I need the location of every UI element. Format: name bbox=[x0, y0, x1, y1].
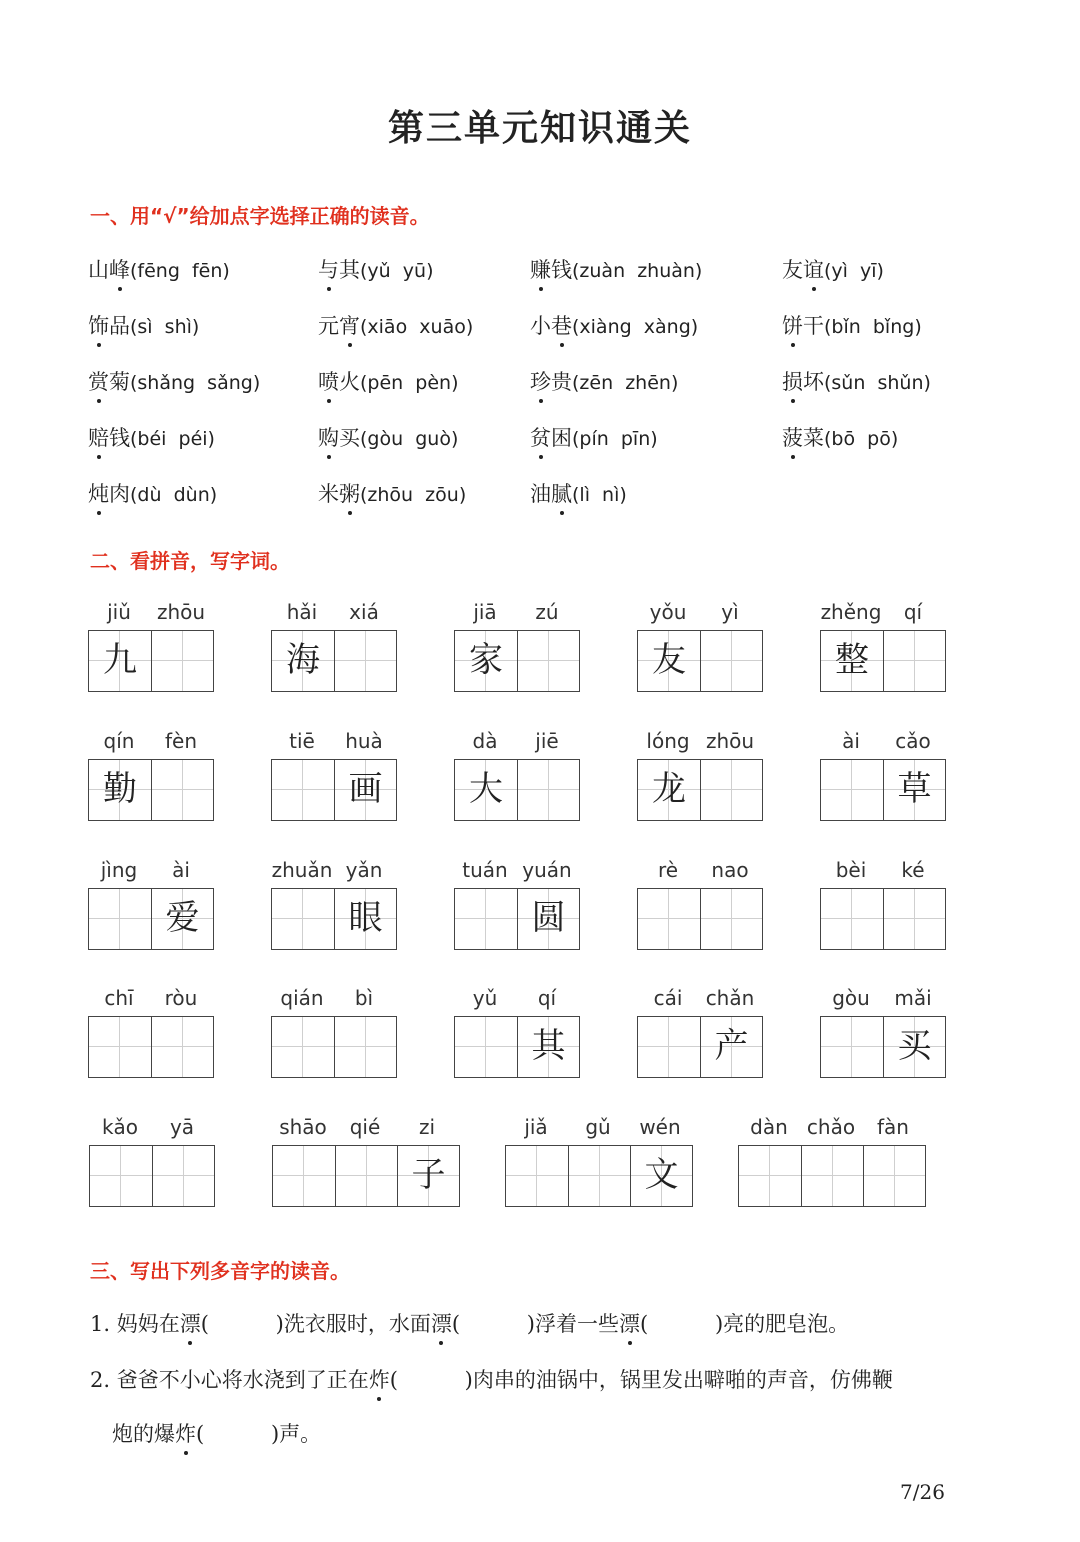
choice-item: 珍贵(zēn zhēn) bbox=[530, 366, 678, 396]
tianzi-cell[interactable] bbox=[151, 631, 213, 691]
writing-box[interactable] bbox=[88, 1016, 214, 1078]
choice-item: 饰品(sì shì) bbox=[88, 310, 199, 340]
pinyin-label: yǔ bbox=[472, 986, 498, 1010]
sentence-line: 炮的爆炸( )声。 bbox=[112, 1418, 321, 1448]
dotted-char: 与 bbox=[318, 254, 339, 284]
choice-item: 损坏(sǔn shǔn) bbox=[782, 366, 931, 396]
choice-item: 购买(gòu guò) bbox=[318, 422, 458, 452]
tianzi-cell[interactable] bbox=[801, 1146, 863, 1206]
writing-box[interactable] bbox=[271, 888, 397, 950]
dotted-char: 炸 bbox=[369, 1364, 390, 1394]
pinyin-label: tiē bbox=[289, 729, 315, 753]
dotted-char: 饼 bbox=[782, 310, 803, 340]
tianzi-cell[interactable] bbox=[517, 631, 579, 691]
tianzi-cell[interactable]: 爱 bbox=[151, 889, 213, 949]
pinyin-label: bì bbox=[354, 986, 374, 1010]
tianzi-cell[interactable]: 友 bbox=[638, 631, 700, 691]
tianzi-cell[interactable] bbox=[739, 1146, 801, 1206]
pinyin-label: rè bbox=[657, 858, 679, 882]
pinyin-label: gòu bbox=[832, 986, 870, 1010]
pinyin-label: zú bbox=[535, 600, 559, 624]
pinyin-label: jiǎ bbox=[524, 1115, 548, 1139]
pinyin-label: ké bbox=[901, 858, 925, 882]
pinyin-label: qié bbox=[349, 1115, 381, 1139]
dotted-char: 漂 bbox=[431, 1308, 452, 1338]
tianzi-cell[interactable] bbox=[863, 1146, 925, 1206]
tianzi-cell[interactable] bbox=[455, 889, 517, 949]
dotted-char: 菠 bbox=[782, 422, 803, 452]
tianzi-cell[interactable]: 大 bbox=[455, 760, 517, 820]
pinyin-label: jìng bbox=[100, 858, 138, 882]
choice-item: 元宵(xiāo xuāo) bbox=[318, 310, 473, 340]
dotted-char: 粥 bbox=[339, 478, 360, 508]
dotted-char: 漂 bbox=[180, 1308, 201, 1338]
dotted-char: 赏 bbox=[88, 366, 109, 396]
writing-box[interactable] bbox=[637, 1016, 763, 1078]
choice-item: 饼干(bǐn bǐng) bbox=[782, 310, 922, 340]
writing-box[interactable] bbox=[88, 630, 214, 692]
tianzi-cell[interactable] bbox=[568, 1146, 630, 1206]
tianzi-cell[interactable] bbox=[455, 1017, 517, 1077]
tianzi-cell[interactable]: 整 bbox=[821, 631, 883, 691]
section-2-heading: 二、看拼音，写字词。 bbox=[90, 549, 290, 573]
writing-box[interactable] bbox=[454, 759, 580, 821]
pinyin-label: qín bbox=[103, 729, 135, 753]
pinyin-label: yuán bbox=[522, 858, 572, 882]
pinyin-label: fèn bbox=[164, 729, 198, 753]
tianzi-cell[interactable]: 龙 bbox=[638, 760, 700, 820]
writing-box[interactable] bbox=[271, 759, 397, 821]
writing-box[interactable] bbox=[454, 630, 580, 692]
tianzi-cell[interactable]: 子 bbox=[397, 1146, 459, 1206]
writing-box[interactable] bbox=[88, 888, 214, 950]
pinyin-label: ài bbox=[172, 858, 190, 882]
pinyin-label: qí bbox=[537, 986, 557, 1010]
choice-item: 山峰(fēng fēn) bbox=[88, 254, 230, 284]
pinyin-label: tuán bbox=[462, 858, 508, 882]
pinyin-label: jiǔ bbox=[107, 600, 131, 624]
choice-item: 赏菊(shǎng sǎng) bbox=[88, 366, 260, 396]
pinyin-label: cǎo bbox=[895, 729, 931, 753]
tianzi-cell[interactable] bbox=[90, 1146, 152, 1206]
writing-box[interactable] bbox=[820, 888, 946, 950]
tianzi-cell[interactable] bbox=[883, 631, 945, 691]
pinyin-label: hǎi bbox=[286, 600, 318, 624]
writing-box[interactable] bbox=[820, 759, 946, 821]
tianzi-cell[interactable]: 画 bbox=[334, 760, 396, 820]
pinyin-label: kǎo bbox=[101, 1115, 139, 1139]
writing-box[interactable] bbox=[637, 630, 763, 692]
tianzi-cell[interactable] bbox=[152, 1146, 214, 1206]
pinyin-label: yǎn bbox=[345, 858, 383, 882]
pinyin-label: zhěng bbox=[820, 600, 882, 624]
pinyin-label: dà bbox=[472, 729, 498, 753]
choice-item: 菠菜(bō pō) bbox=[782, 422, 898, 452]
pinyin-label: yǒu bbox=[649, 600, 687, 624]
tianzi-cell[interactable] bbox=[638, 1017, 700, 1077]
writing-box[interactable] bbox=[738, 1145, 926, 1207]
tianzi-cell[interactable] bbox=[334, 1017, 396, 1077]
page-number: 7/26 bbox=[900, 1480, 945, 1504]
tianzi-cell[interactable] bbox=[151, 1017, 213, 1077]
pinyin-label: chǎn bbox=[705, 986, 755, 1010]
writing-box[interactable] bbox=[454, 888, 580, 950]
tianzi-cell[interactable]: 买 bbox=[883, 1017, 945, 1077]
dotted-char: 炸 bbox=[175, 1418, 196, 1448]
dotted-char: 喷 bbox=[318, 366, 339, 396]
pinyin-label: huà bbox=[345, 729, 383, 753]
writing-box[interactable] bbox=[271, 630, 397, 692]
dotted-char: 峰 bbox=[109, 254, 130, 284]
tianzi-cell[interactable] bbox=[272, 889, 334, 949]
sentence-line: 1. 妈妈在漂( )洗衣服时，水面漂( )浮着一些漂( )亮的肥皂泡。 bbox=[90, 1308, 849, 1338]
tianzi-cell[interactable] bbox=[272, 1017, 334, 1077]
writing-box[interactable] bbox=[820, 1016, 946, 1078]
tianzi-cell[interactable] bbox=[700, 889, 762, 949]
dotted-char: 炖 bbox=[88, 478, 109, 508]
pinyin-label: fàn bbox=[877, 1115, 909, 1139]
tianzi-cell[interactable] bbox=[883, 889, 945, 949]
writing-box[interactable] bbox=[89, 1145, 215, 1207]
pinyin-label: gǔ bbox=[585, 1115, 611, 1139]
tianzi-cell[interactable]: 圆 bbox=[517, 889, 579, 949]
pinyin-label: yā bbox=[169, 1115, 195, 1139]
dotted-char: 宵 bbox=[339, 310, 360, 340]
pinyin-label: bèi bbox=[835, 858, 867, 882]
tianzi-cell[interactable] bbox=[151, 760, 213, 820]
dotted-char: 赚 bbox=[530, 254, 551, 284]
tianzi-cell[interactable] bbox=[89, 889, 151, 949]
choice-item: 炖肉(dù dùn) bbox=[88, 478, 217, 508]
choice-item: 米粥(zhōu zōu) bbox=[318, 478, 466, 508]
pinyin-label: chǎo bbox=[806, 1115, 856, 1139]
choice-item: 赚钱(zuàn zhuàn) bbox=[530, 254, 702, 284]
page-title: 第三单元知识通关 bbox=[387, 107, 692, 149]
dotted-char: 购 bbox=[318, 422, 339, 452]
pinyin-label: ài bbox=[842, 729, 860, 753]
tianzi-cell[interactable]: 其 bbox=[517, 1017, 579, 1077]
tianzi-cell[interactable] bbox=[335, 1146, 397, 1206]
dotted-char: 漂 bbox=[619, 1308, 640, 1338]
tianzi-cell[interactable]: 勤 bbox=[89, 760, 151, 820]
tianzi-cell[interactable]: 家 bbox=[455, 631, 517, 691]
pinyin-label: qí bbox=[903, 600, 923, 624]
section-1-heading: 一、用“√”给加点字选择正确的读音。 bbox=[90, 204, 430, 228]
tianzi-cell[interactable]: 草 bbox=[883, 760, 945, 820]
choice-item: 与其(yǔ yū) bbox=[318, 254, 433, 284]
choice-item: 喷火(pēn pèn) bbox=[318, 366, 459, 396]
pinyin-label: yì bbox=[721, 600, 739, 624]
dotted-char: 赔 bbox=[88, 422, 109, 452]
section-3-heading: 三、写出下列多音字的读音。 bbox=[90, 1259, 350, 1283]
tianzi-cell[interactable] bbox=[334, 631, 396, 691]
tianzi-cell[interactable] bbox=[821, 1017, 883, 1077]
sentence-line: 2. 爸爸不小心将水浇到了正在炸( )肉串的油锅中，锅里发出噼啪的声音，仿佛鞭 bbox=[90, 1364, 893, 1394]
tianzi-cell[interactable] bbox=[517, 760, 579, 820]
tianzi-cell[interactable] bbox=[638, 889, 700, 949]
choice-item: 小巷(xiàng xàng) bbox=[530, 310, 698, 340]
writing-box[interactable] bbox=[88, 759, 214, 821]
tianzi-cell[interactable] bbox=[272, 760, 334, 820]
pinyin-label: qián bbox=[280, 986, 324, 1010]
pinyin-label: zhōu bbox=[156, 600, 206, 624]
dotted-char: 损 bbox=[782, 366, 803, 396]
pinyin-label: zi bbox=[418, 1115, 436, 1139]
pinyin-label: ròu bbox=[164, 986, 198, 1010]
writing-box[interactable] bbox=[271, 1016, 397, 1078]
choice-item: 贫困(pín pīn) bbox=[530, 422, 658, 452]
pinyin-label: wén bbox=[639, 1115, 681, 1139]
dotted-char: 巷 bbox=[551, 310, 572, 340]
dotted-char: 谊 bbox=[803, 254, 824, 284]
tianzi-cell[interactable]: 海 bbox=[272, 631, 334, 691]
writing-box[interactable] bbox=[272, 1145, 460, 1207]
tianzi-cell[interactable] bbox=[700, 631, 762, 691]
pinyin-label: chī bbox=[104, 986, 134, 1010]
pinyin-label: zhuǎn bbox=[271, 858, 333, 882]
writing-box[interactable] bbox=[505, 1145, 693, 1207]
tianzi-cell[interactable]: 产 bbox=[700, 1017, 762, 1077]
tianzi-cell[interactable] bbox=[821, 889, 883, 949]
tianzi-cell[interactable]: 文 bbox=[630, 1146, 692, 1206]
choice-item: 友谊(yì yī) bbox=[782, 254, 884, 284]
dotted-char: 贫 bbox=[530, 422, 551, 452]
dotted-char: 珍 bbox=[530, 366, 551, 396]
pinyin-label: dàn bbox=[750, 1115, 788, 1139]
tianzi-cell[interactable] bbox=[821, 760, 883, 820]
tianzi-cell[interactable] bbox=[273, 1146, 335, 1206]
pinyin-label: lóng bbox=[646, 729, 690, 753]
pinyin-label: jiē bbox=[535, 729, 559, 753]
writing-box[interactable] bbox=[637, 759, 763, 821]
tianzi-cell[interactable] bbox=[700, 760, 762, 820]
dotted-char: 腻 bbox=[551, 478, 572, 508]
tianzi-cell[interactable] bbox=[506, 1146, 568, 1206]
pinyin-label: zhōu bbox=[705, 729, 755, 753]
pinyin-label: shāo bbox=[279, 1115, 327, 1139]
tianzi-cell[interactable]: 眼 bbox=[334, 889, 396, 949]
pinyin-label: xiá bbox=[349, 600, 379, 624]
tianzi-cell[interactable]: 九 bbox=[89, 631, 151, 691]
tianzi-cell[interactable] bbox=[89, 1017, 151, 1077]
writing-box[interactable] bbox=[637, 888, 763, 950]
choice-item: 赔钱(béi péi) bbox=[88, 422, 215, 452]
writing-box[interactable] bbox=[454, 1016, 580, 1078]
pinyin-label: jiā bbox=[473, 600, 497, 624]
pinyin-label: nao bbox=[711, 858, 749, 882]
pinyin-label: mǎi bbox=[894, 986, 932, 1010]
writing-box[interactable] bbox=[820, 630, 946, 692]
choice-item: 油腻(lì nì) bbox=[530, 478, 627, 508]
pinyin-label: cái bbox=[653, 986, 683, 1010]
dotted-char: 饰 bbox=[88, 310, 109, 340]
